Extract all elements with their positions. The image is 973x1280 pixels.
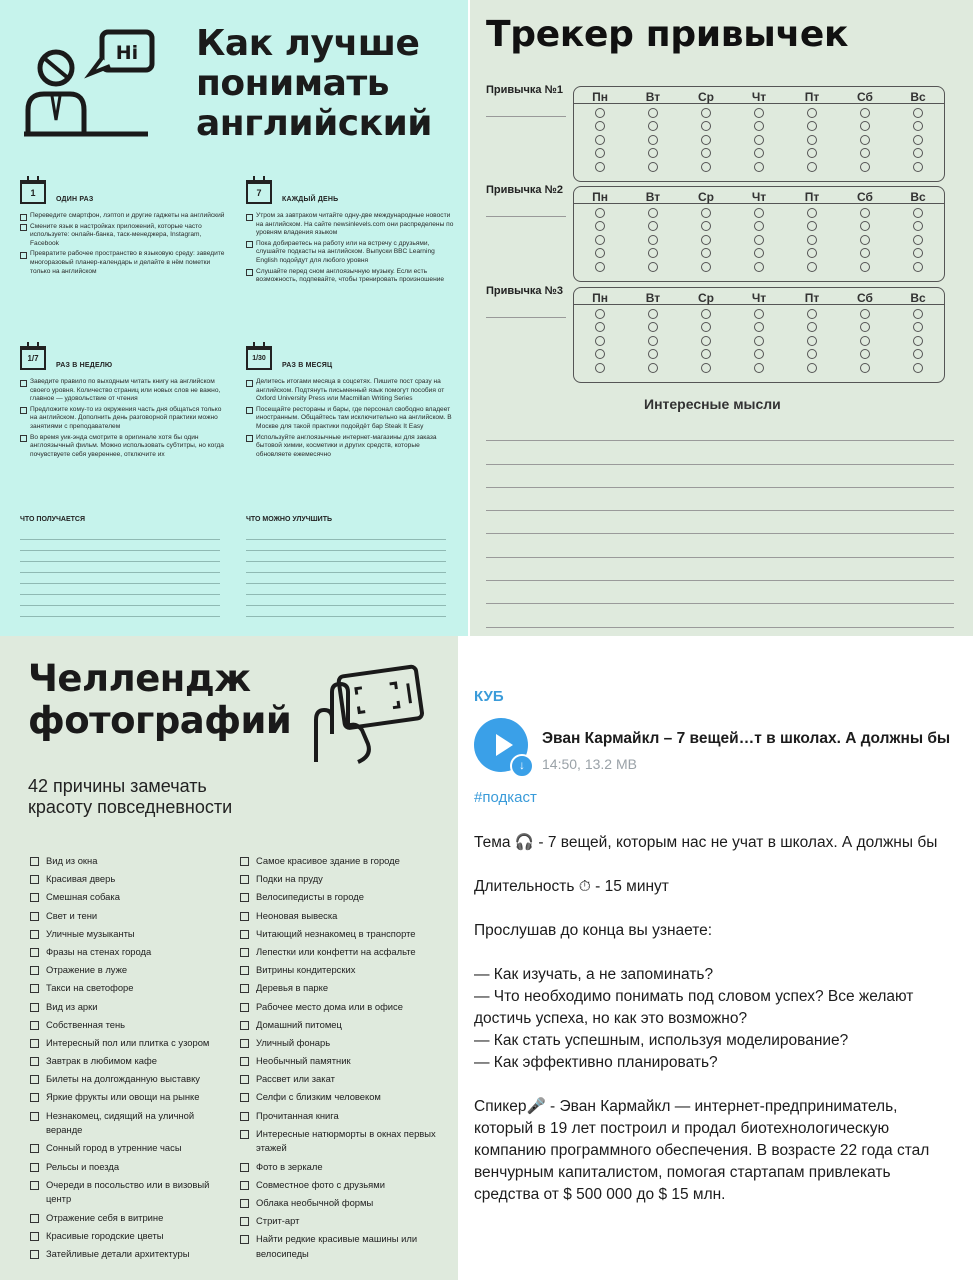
post-intro: Прослушав до конца вы узнаете:: [474, 922, 713, 939]
post-bullet: — Как эффективно планировать?: [474, 1054, 718, 1071]
checklist-item: Самое красивое здание в городе: [240, 854, 440, 869]
download-icon[interactable]: ↓: [510, 754, 534, 778]
habit-checkbox[interactable]: [754, 349, 764, 359]
habit-checkbox[interactable]: [754, 121, 764, 131]
habit-checkbox[interactable]: [648, 208, 658, 218]
list-item: Заведите правило по выходным читать книгу на английском своего уровня. Количество страниц или новых слов не важно, главное — удовольствие от чтения: [20, 378, 230, 404]
section-daily: [246, 180, 456, 287]
habit-checkbox[interactable]: [807, 336, 817, 346]
habit-checkbox[interactable]: [754, 262, 764, 272]
habit-checkbox[interactable]: [648, 262, 658, 272]
habit-checkbox[interactable]: [807, 135, 817, 145]
habit-checkbox[interactable]: [595, 309, 605, 319]
checklist-item: Завтрак в любимом кафе: [30, 1054, 230, 1069]
habit-checkbox[interactable]: [648, 121, 658, 131]
habit-checkbox[interactable]: [860, 108, 870, 118]
habit-checkbox[interactable]: [595, 336, 605, 346]
habit-checkbox[interactable]: [754, 135, 764, 145]
list-item: Утром за завтраком читайте одну-две международные новости на английском. На сайте newsinlevels.com они распределены по уровням владения языком: [246, 212, 456, 238]
post-speaker: средства от $ 500 000 до $ 15 млн.: [474, 1186, 726, 1203]
habit-checkbox[interactable]: [807, 121, 817, 131]
checklist-item: Уличные музыканты: [30, 927, 230, 942]
habit-checkbox[interactable]: [807, 208, 817, 218]
checklist-item: Селфи с близким человеком: [240, 1090, 440, 1105]
habit-checkbox[interactable]: [648, 309, 658, 319]
habit-checkbox[interactable]: [860, 235, 870, 245]
section-label: РАЗ В НЕДЕЛЮ: [56, 362, 113, 369]
habit-checkbox[interactable]: [807, 248, 817, 258]
checklist-item: Рельсы и поезда: [30, 1160, 230, 1175]
notes-improve: ЧТО МОЖНО УЛУЧШИТЬ: [246, 516, 446, 617]
habit-checkbox[interactable]: [807, 221, 817, 231]
checklist-item: Домашний питомец: [240, 1018, 440, 1033]
post-bullet: — Как изучать, а не запоминать?: [474, 966, 714, 983]
list-item: Используйте англоязычные интернет-магазины для заказа бытовой химии, косметики и других средств, которые обновляете ежемесячно: [246, 434, 456, 460]
checklist-item: Фразы на стенах города: [30, 945, 230, 960]
habit-checkbox[interactable]: [807, 162, 817, 172]
habit-checkbox[interactable]: [648, 363, 658, 373]
habit-checkbox[interactable]: [913, 309, 923, 319]
habit-checkbox[interactable]: [701, 262, 711, 272]
habit-checkbox[interactable]: [595, 135, 605, 145]
calendar-icon: 1/7: [20, 346, 46, 370]
habit-checkbox[interactable]: [701, 363, 711, 373]
checklist-item: Такси на светофоре: [30, 981, 230, 996]
habit-checkbox[interactable]: [701, 336, 711, 346]
checklist-item: Неоновая вывеска: [240, 909, 440, 924]
checklist-item: Рабочее место дома или в офисе: [240, 1000, 440, 1015]
post-speaker: который в 19 лет построил и продал биотехнологическую: [474, 1120, 890, 1137]
post-bullet: достичь успеха, но как это возможно?: [474, 1010, 748, 1027]
checklist-item: Сонный город в утренние часы: [30, 1141, 230, 1156]
habit-checkbox[interactable]: [701, 108, 711, 118]
post-bullet: — Как стать успешным, используя моделирование?: [474, 1032, 849, 1049]
hashtag-link[interactable]: #подкаст: [474, 789, 537, 806]
habit-checkbox[interactable]: [595, 262, 605, 272]
habit-checkbox[interactable]: [701, 309, 711, 319]
habit-checkbox[interactable]: [754, 248, 764, 258]
habit-checkbox[interactable]: [701, 221, 711, 231]
habit-checkbox[interactable]: [595, 121, 605, 131]
photo-challenge-panel: [0, 636, 458, 1280]
calendar-icon: 1: [20, 180, 46, 204]
checklist-item: Уличный фонарь: [240, 1036, 440, 1051]
habit-checkbox[interactable]: [807, 349, 817, 359]
thoughts-title: Интересные мысли: [644, 396, 781, 412]
habit-checkbox[interactable]: [701, 208, 711, 218]
habit-checkbox[interactable]: [701, 121, 711, 131]
habit-checkbox[interactable]: [595, 162, 605, 172]
calendar-icon: 7: [246, 180, 272, 204]
habit-checkbox[interactable]: [754, 208, 764, 218]
checklist-item: Вид из арки: [30, 1000, 230, 1015]
list-item: Делитесь итогами месяца в соцсетях. Пишите пост сразу на английском. Подтянуть письменный язык помогут пособия от Oxford University Press или Macmillan Writing Series: [246, 378, 456, 404]
post-topic: Тема 🎧 - 7 вещей, которым нас не учат в школах. А должны бы: [474, 834, 938, 851]
habit-checkbox[interactable]: [913, 121, 923, 131]
habit-checkbox[interactable]: [648, 248, 658, 258]
habit-checkbox[interactable]: [754, 221, 764, 231]
list-item: Посещайте рестораны и бары, где персонал свободно владеет иностранным. Общайтесь там исключительно на английском. В Москве для такой практики подойдёт бар Steak It Easy: [246, 406, 456, 432]
habit-checkbox[interactable]: [595, 221, 605, 231]
checklist-item: Читающий незнакомец в транспорте: [240, 927, 440, 942]
habit-checkbox[interactable]: [754, 336, 764, 346]
checklist-item: Лепестки или конфетти на асфальте: [240, 945, 440, 960]
notes-good: ЧТО ПОЛУЧАЕТСЯ: [20, 516, 220, 617]
post-bullet: — Что необходимо понимать под словом успех? Все желают: [474, 988, 914, 1005]
english-tips-panel: [0, 0, 468, 636]
checklist-item: Свет и тени: [30, 909, 230, 924]
habit-checkbox[interactable]: [701, 135, 711, 145]
checklist-item: Красивая дверь: [30, 872, 230, 887]
channel-name[interactable]: КУБ: [474, 688, 504, 705]
habit-checkbox[interactable]: [595, 108, 605, 118]
checklist-item: Рассвет или закат: [240, 1072, 440, 1087]
checklist-item: Собственная тень: [30, 1018, 230, 1033]
habit-checkbox[interactable]: [913, 108, 923, 118]
habit-checkbox[interactable]: [701, 162, 711, 172]
section-once: [20, 180, 230, 278]
list-item: Во время уик-энда смотрите в оригинале хотя бы один англоязычный фильм. Можно использовать субтитры, но когда почувствуете себя увереннее, отключите их: [20, 434, 230, 460]
checklist-item: Вид из окна: [30, 854, 230, 869]
habit-checkbox[interactable]: [754, 162, 764, 172]
checklist-item: Подки на пруду: [240, 872, 440, 887]
habit-checkbox[interactable]: [860, 148, 870, 158]
habit-checkbox[interactable]: [860, 336, 870, 346]
habit-checkbox[interactable]: [913, 235, 923, 245]
habit-checkbox[interactable]: [648, 135, 658, 145]
habit-checkbox[interactable]: [860, 208, 870, 218]
checklist-item: Витрины кондитерских: [240, 963, 440, 978]
habit-checkbox[interactable]: [754, 363, 764, 373]
telegram-post-panel: [458, 636, 973, 1280]
post-speaker: венчурным капиталистом, помогая стартапам привлекать: [474, 1164, 891, 1181]
section-label: РАЗ В МЕСЯЦ: [282, 362, 333, 369]
habit-checkbox[interactable]: [860, 162, 870, 172]
checklist-item: Велосипедисты в городе: [240, 890, 440, 905]
habit-checkbox[interactable]: [913, 262, 923, 272]
habit-checkbox[interactable]: [595, 235, 605, 245]
checklist-item: Облака необычной формы: [240, 1196, 440, 1211]
habit-checkbox[interactable]: [648, 162, 658, 172]
photo-title: Челлендж фотографий: [28, 657, 292, 742]
habit-checkbox[interactable]: [913, 221, 923, 231]
checklist-item: Незнакомец, сидящий на уличной веранде: [30, 1109, 230, 1138]
photo-list-left: [30, 854, 230, 1265]
habit-checkbox[interactable]: [860, 363, 870, 373]
habit-checkbox[interactable]: [701, 349, 711, 359]
thoughts-lines: [486, 418, 954, 628]
habit-checkbox[interactable]: [648, 349, 658, 359]
habit-checkbox[interactable]: [595, 322, 605, 332]
checklist-item: Деревья в парке: [240, 981, 440, 996]
list-item: Переведите смартфон, лэптоп и другие гаджеты на английский: [20, 212, 230, 221]
habit-checkbox[interactable]: [860, 221, 870, 231]
checklist-item: Яркие фрукты или овощи на рынке: [30, 1090, 230, 1105]
checklist-item: Смешная собака: [30, 890, 230, 905]
post-speaker: компанию программного обеспечения. В возрасте 22 года стал: [474, 1142, 930, 1159]
list-item: Смените язык в настройках приложений, которые часто используете: онлайн-банка, таск-менеджера, Instagram, Facebook: [20, 223, 230, 249]
section-monthly: [246, 346, 456, 461]
checklist-item: Отражение в луже: [30, 963, 230, 978]
habit-checkbox[interactable]: [807, 148, 817, 158]
habit-checkbox[interactable]: [913, 135, 923, 145]
checklist-item: Очереди в посольство или в визовый центр: [30, 1178, 230, 1207]
habit-checkbox[interactable]: [860, 121, 870, 131]
habit-label: Привычка №1: [486, 84, 563, 96]
tracker-title: Трекер привычек: [486, 14, 849, 55]
habit-checkbox[interactable]: [754, 108, 764, 118]
habit-checkbox[interactable]: [701, 235, 711, 245]
checklist-item: Отражение себя в витрине: [30, 1211, 230, 1226]
habit-checkbox[interactable]: [648, 221, 658, 231]
habit-checkbox[interactable]: [913, 322, 923, 332]
english-title: Как лучше понимать английский: [196, 23, 433, 144]
section-label: ОДИН РАЗ: [56, 196, 94, 203]
habit-checkbox[interactable]: [807, 262, 817, 272]
habit-checkbox[interactable]: [754, 148, 764, 158]
habit-checkbox[interactable]: [913, 148, 923, 158]
habit-grid: Пн Вт Ср Чт Пт Сб Вс: [573, 287, 945, 383]
audio-file-name[interactable]: Эван Кармайкл – 7 вещей…т в школах. А должны бы: [542, 730, 951, 747]
habit-checkbox[interactable]: [648, 108, 658, 118]
habit-checkbox[interactable]: [913, 162, 923, 172]
habit-checkbox[interactable]: [860, 309, 870, 319]
habit-checkbox[interactable]: [807, 235, 817, 245]
habit-checkbox[interactable]: [860, 248, 870, 258]
checklist-item: Затейливые детали архитектуры: [30, 1247, 230, 1262]
habit-checkbox[interactable]: [807, 363, 817, 373]
hand-phone-icon: [306, 652, 424, 768]
habit-checkbox[interactable]: [648, 235, 658, 245]
checklist-item: Билеты на долгожданную выставку: [30, 1072, 230, 1087]
list-item: Предложите кому-то из окружения часть дня общаться только на английском. Дополнить день разговорной практики можно занятиями с преподавателем: [20, 406, 230, 432]
person-speech-icon: [18, 28, 158, 140]
list-item: Превратите рабочее пространство в языковую среду: заведите многоразовый планер-календарь и делайте в нём пометки только на английском: [20, 250, 230, 276]
habit-checkbox[interactable]: [860, 262, 870, 272]
checklist-item: Фото в зеркале: [240, 1160, 440, 1175]
checklist-item: Необычный памятник: [240, 1054, 440, 1069]
habit-checkbox[interactable]: [595, 349, 605, 359]
habit-checkbox[interactable]: [860, 349, 870, 359]
checklist-item: Прочитанная книга: [240, 1109, 440, 1124]
habit-checkbox[interactable]: [648, 148, 658, 158]
habit-checkbox[interactable]: [648, 336, 658, 346]
habit-checkbox[interactable]: [754, 309, 764, 319]
habit-grid: Пн Вт Ср Чт Пт Сб Вс: [573, 86, 945, 182]
habit-checkbox[interactable]: [860, 135, 870, 145]
post-duration: Длительность ⏱ - 15 минут: [474, 878, 669, 895]
hero-bubble-text: Hi: [115, 42, 139, 64]
habit-checkbox[interactable]: [701, 322, 711, 332]
audio-file-meta: 14:50, 13.2 MB: [542, 756, 637, 772]
photo-subtitle: 42 причины замечать красоту повседневности: [28, 776, 233, 817]
photo-list-right: [240, 854, 440, 1265]
habit-checkbox[interactable]: [807, 322, 817, 332]
list-item: Слушайте перед сном англоязычную музыку. Если есть возможность, подпевайте, чтобы тренировать произношение: [246, 268, 456, 285]
habit-label: Привычка №3: [486, 285, 563, 297]
habit-checkbox[interactable]: [754, 322, 764, 332]
checklist-item: Интересные натюрморты в окнах первых этажей: [240, 1127, 440, 1156]
habit-checkbox[interactable]: [913, 248, 923, 258]
habit-checkbox[interactable]: [595, 148, 605, 158]
habit-checkbox[interactable]: [595, 248, 605, 258]
habit-checkbox[interactable]: [701, 148, 711, 158]
habit-checkbox[interactable]: [648, 322, 658, 332]
habit-label: Привычка №2: [486, 184, 563, 196]
habit-checkbox[interactable]: [595, 208, 605, 218]
calendar-icon: 1/30: [246, 346, 272, 370]
habit-tracker-panel: [470, 0, 973, 636]
habit-checkbox[interactable]: [595, 363, 605, 373]
habit-checkbox[interactable]: [807, 309, 817, 319]
checklist-item: Найти редкие красивые машины или велосипеды: [240, 1232, 440, 1261]
habit-checkbox[interactable]: [701, 248, 711, 258]
habit-checkbox[interactable]: [913, 208, 923, 218]
section-weekly: [20, 346, 230, 461]
checklist-item: Совместное фото с друзьями: [240, 1178, 440, 1193]
habit-checkbox[interactable]: [913, 349, 923, 359]
section-label: КАЖДЫЙ ДЕНЬ: [282, 196, 339, 203]
list-item: Пока добираетесь на работу или на встречу с друзьями, слушайте подкасты на английском. Выпуски BBC Learning English подойдут для любого уровня: [246, 240, 456, 266]
checklist-item: Красивые городские цветы: [30, 1229, 230, 1244]
habit-checkbox[interactable]: [860, 322, 870, 332]
habit-checkbox[interactable]: [754, 235, 764, 245]
habit-grid: Пн Вт Ср Чт Пт Сб Вс: [573, 186, 945, 282]
habit-checkbox[interactable]: [913, 363, 923, 373]
habit-checkbox[interactable]: [807, 108, 817, 118]
post-text: [474, 832, 964, 1206]
checklist-item: Стрит-арт: [240, 1214, 440, 1229]
post-speaker: Спикер🎤 - Эван Кармайкл — интернет-предприниматель,: [474, 1098, 898, 1115]
habit-checkbox[interactable]: [913, 336, 923, 346]
checklist-item: Интересный пол или плитка с узором: [30, 1036, 230, 1051]
